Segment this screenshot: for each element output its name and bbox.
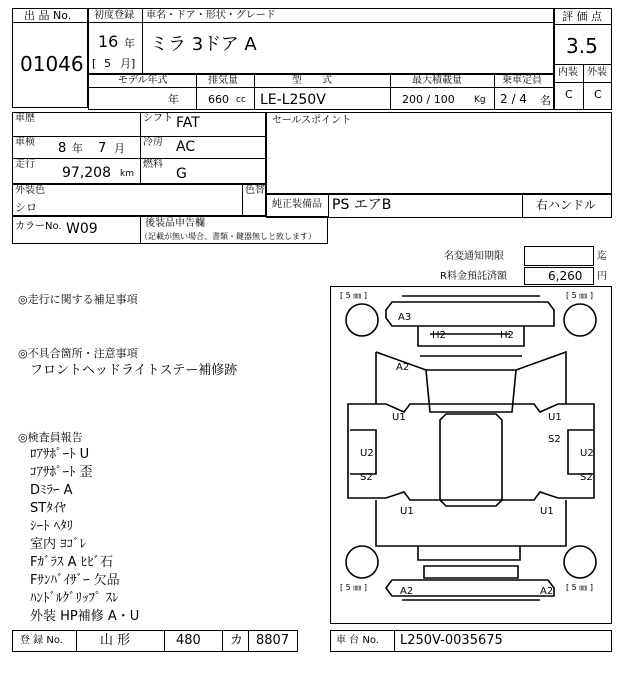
recycle-label: R料金預託済額 [440,271,507,282]
tire-label: [ 5 ㎜ ] [340,291,367,300]
inspector-line: 室内 ﾖｺﾞﾚ [30,537,87,552]
name-change-box [524,246,594,266]
mark-u1-fr: U1 [548,412,562,423]
details-box [12,112,266,184]
driving-header: ◎走行に関する補足事項 [18,293,138,306]
reg-month-open: [ [92,57,97,70]
capacity-unit: 名 [540,94,551,107]
aftermarket-note: （記載が無い場合、書類・鍵器無しと致します） [140,232,316,241]
mark-h2-left: H2 [432,330,446,341]
interior-label: 内装 [558,67,578,78]
reg-place: 山 形 [100,633,131,648]
lot-label: 出 品 No. [24,9,72,22]
capacity-label: 乗車定員 [502,75,542,86]
lot-number: 01046 [20,52,84,76]
displacement-label: 排気量 [208,75,238,86]
recycle-value: 6,260 [548,269,583,283]
reg-year: 16 [98,32,119,51]
mark-u1-rr: U1 [540,506,554,517]
shift-value: FAT [176,115,200,131]
equipment-label: 純正装備品 [272,199,322,210]
diagram-frame [330,286,612,624]
grade-value: 3.5 [566,34,598,58]
mark-s2-right: S2 [580,472,593,483]
displacement-unit: cc [236,95,246,105]
mark-a2-rear-right: A2 [540,586,554,597]
reg-number: 8807 [256,633,290,648]
tire-label: [ 5 ㎜ ] [566,291,593,300]
type-label: 型 式 [292,75,332,86]
grade-label: 評 価 点 [562,10,602,23]
tire-label: [ 5 ㎜ ] [340,583,367,592]
capacity-value: 2 / 4 [500,92,527,106]
inspection-year: 8 [58,141,67,156]
reg-label: 登 録 No. [20,635,63,646]
mileage-label: 走行 [15,159,35,170]
recycle-unit: 円 [597,271,607,282]
reg-class: 480 [176,633,201,648]
mark-s2-left: S2 [360,472,373,483]
max-load-value: 200 / 100 [402,93,455,106]
exterior-label: 外装 [587,67,607,78]
tire-label: [ 5 ㎜ ] [566,583,593,592]
exterior-grade: C [594,88,602,101]
inspector-line: ｼｰﾄ ﾍﾀﾘ [30,519,74,534]
defect-text: フロントヘッドライトステー補修跡 [30,363,238,378]
aftermarket-label: 後装品申告欄 [145,218,205,229]
mark-s2-left-top: S2 [548,434,561,445]
reg-month: 5 [104,57,111,70]
inspector-line: ｺｱｻﾎﾟｰﾄ 歪 [30,465,93,480]
car-name: ミラ 3ドア A [150,34,257,55]
mark-a3: A3 [398,312,412,323]
aircon-label: 冷房 [143,137,163,148]
aircon-value: AC [176,139,196,155]
inspector-line: 外装 HP補修 A・U [30,609,140,624]
name-change-unit: 迄 [597,251,607,262]
color-change-label: 色替 [245,185,265,196]
fuel-label: 燃料 [143,159,163,170]
defect-header: ◎不具合箇所・注意事項 [18,347,138,360]
max-load-label: 最大積載量 [412,75,462,86]
inspection-month: 7 [98,141,107,156]
mileage-unit: km [120,169,134,179]
mark-a2-front: A2 [396,362,410,373]
displacement-value: 660 [208,93,229,106]
inspector-line: ﾊﾝﾄﾞﾙｸﾞﾘｯﾌﾟ ｽﾚ [30,591,119,606]
shift-label: シフト [143,113,173,124]
first-reg-label: 初度登録 [94,10,134,21]
inspector-header: ◎検査員報告 [18,431,83,444]
equipment-value: PS エアB [332,197,392,213]
inspection-month-unit: 月 [114,142,125,155]
inspection-year-unit: 年 [72,142,83,155]
name-change-label: 名変通知期限 [444,251,504,262]
car-name-label: 車名・ドア・形状・グレード [146,10,276,21]
inspection-label: 車検 [15,137,35,148]
mark-a2-rear-left: A2 [400,586,414,597]
color-no-value: W09 [66,221,98,237]
chassis-number: L250V-0035675 [400,633,503,648]
ext-color-value: シロ [15,201,37,214]
type-value: LE-L250V [260,92,326,108]
mark-h2-right: H2 [500,330,514,341]
ext-color-label: 外装色 [15,185,45,196]
mark-u2-left: U2 [360,448,374,459]
inspector-line: Fｶﾞﾗｽ A ﾋﾋﾞ石 [30,555,114,570]
inspector-line: Fｻﾝﾊﾞｲｻﾞｰ 欠品 [30,573,120,588]
model-year-value: 年 [168,93,179,106]
chassis-label: 車 台 No. [336,635,379,646]
reg-month-unit: 月] [120,57,136,70]
history-label: 車歴 [15,113,35,124]
mileage-value: 97,208 [62,165,111,181]
model-year-label: モデル年式 [118,75,168,86]
mark-u2-right: U2 [580,448,594,459]
inspector-line: STﾀｲﾔ [30,501,66,516]
sales-point-label: セールスポイント [272,115,352,126]
fuel-value: G [176,166,187,182]
reg-kana: カ [230,633,244,648]
ext-color-box [12,184,266,216]
mark-u1-rl: U1 [400,506,414,517]
interior-grade: C [565,88,573,101]
max-load-unit: Kg [474,95,486,105]
handle-value: 右ハンドル [536,198,597,212]
color-no-label: カラーNo. [15,221,62,232]
mark-u1-fl: U1 [392,412,406,423]
inspector-line: Dﾐﾗｰ A [30,483,73,498]
inspector-line: ﾛｱｻﾎﾟｰﾄ U [30,447,90,462]
reg-year-unit: 年 [124,37,135,50]
